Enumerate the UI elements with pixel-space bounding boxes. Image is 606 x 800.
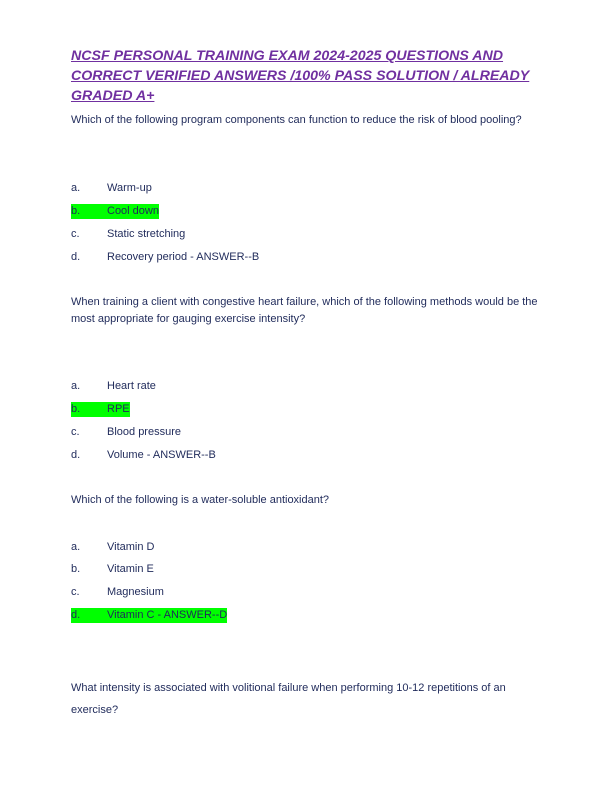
option-letter: b.	[71, 563, 81, 575]
question-4-text: What intensity is associated with volitional failure when performing 10-12 repetitions of an exercise?	[71, 682, 506, 716]
option-text: Vitamin E	[107, 563, 154, 575]
option-text: Blood pressure	[107, 426, 181, 438]
option-text: Warm-up	[107, 182, 152, 194]
question-1-option-d	[71, 250, 259, 265]
question-2-option-d	[71, 448, 216, 463]
option-letter: a.	[71, 182, 81, 194]
option-letter: a.	[71, 380, 81, 392]
option-text: Vitamin C - ANSWER--D	[107, 609, 228, 621]
option-letter: a.	[71, 541, 81, 553]
option-letter: d.	[71, 449, 81, 461]
option-letter: c.	[71, 586, 80, 598]
question-2-option-b-highlighted	[71, 402, 130, 417]
option-letter: d.	[71, 609, 81, 621]
question-3-option-d-highlighted	[71, 608, 227, 623]
question-2-text: When training a client with congestive heart failure, which of the following methods would be the most appropriate for gauging exercise intensity?	[71, 296, 538, 325]
option-text: Magnesium	[107, 586, 164, 598]
question-3-option-a	[71, 540, 154, 555]
question-3-text: Which of the following is a water-soluble antioxidant?	[71, 494, 330, 506]
question-3-option-b	[71, 562, 154, 577]
document-title: NCSF PERSONAL TRAINING EXAM 2024-2025 QUESTIONS AND CORRECT VERIFIED ANSWERS /100% PASS SOLUTION / ALREADY GRADED A+	[71, 48, 530, 104]
option-text: Cool down	[107, 205, 159, 217]
question-2-option-a	[71, 379, 156, 394]
option-text: Volume - ANSWER--B	[107, 449, 216, 461]
option-letter: c.	[71, 426, 80, 438]
option-text: Vitamin D	[107, 541, 155, 553]
option-letter: b.	[71, 205, 81, 217]
question-3-option-c	[71, 585, 164, 600]
option-text: Recovery period - ANSWER--B	[107, 251, 260, 263]
option-letter: c.	[71, 228, 80, 240]
option-text: RPE	[107, 403, 130, 415]
option-text: Static stretching	[107, 228, 186, 240]
option-letter: d.	[71, 251, 81, 263]
question-2-option-c	[71, 425, 181, 440]
question-1-option-c	[71, 227, 185, 242]
question-1-text: Which of the following program components can function to reduce the risk of blood pooling?	[71, 114, 522, 126]
option-text: Heart rate	[107, 380, 156, 392]
question-1-option-b-highlighted	[71, 204, 159, 219]
option-letter: b.	[71, 403, 81, 415]
question-1-option-a	[71, 181, 152, 196]
